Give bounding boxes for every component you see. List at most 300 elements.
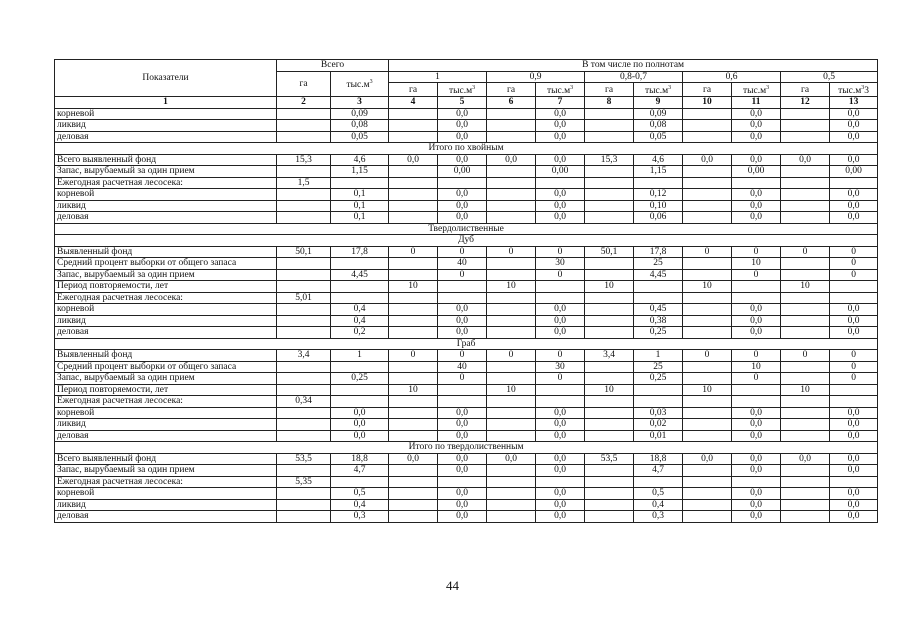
table-cell — [277, 361, 331, 373]
table-cell: 3,4 — [277, 350, 331, 362]
table-cell: 0,0 — [438, 488, 487, 500]
row-label: Выявленный фонд — [55, 246, 277, 258]
table-cell — [683, 407, 732, 419]
table-cell — [781, 361, 830, 373]
table-cell: 0,0 — [683, 453, 732, 465]
table-cell: 1 — [331, 350, 389, 362]
table-cell: 0,0 — [438, 108, 487, 120]
table-cell — [389, 131, 438, 143]
table-cell: 0,0 — [781, 154, 830, 166]
table-cell: 0,0 — [331, 407, 389, 419]
table-cell: 0 — [536, 269, 585, 281]
header-unit-volume: $тыс.м^3$ — [634, 83, 683, 97]
table-cell: 0,0 — [536, 465, 585, 477]
page-number: 44 — [446, 578, 459, 593]
table-row — [55, 384, 878, 396]
table-cell — [389, 407, 438, 419]
table-row — [55, 281, 878, 293]
table-cell: 0,0 — [487, 453, 536, 465]
table-cell: 0,0 — [389, 154, 438, 166]
table-cell: 0,4 — [331, 315, 389, 327]
table-cell — [438, 384, 487, 396]
table-row — [55, 246, 878, 258]
table-cell: 4,7 — [634, 465, 683, 477]
table-cell: 4,45 — [331, 269, 389, 281]
table-cell: 0,5 — [634, 488, 683, 500]
table-cell: 0 — [732, 350, 781, 362]
table-cell: 0,0 — [732, 488, 781, 500]
table-cell: 0,45 — [634, 304, 683, 316]
row-label: Средний процент выборки от общего запаса — [55, 361, 277, 373]
table-cell — [585, 407, 634, 419]
table-cell: 0,0 — [438, 453, 487, 465]
table-cell — [585, 476, 634, 488]
table-cell: 0,0 — [830, 407, 878, 419]
table-row — [55, 189, 878, 201]
table-cell — [830, 281, 878, 293]
table-cell — [277, 166, 331, 178]
table-cell — [536, 476, 585, 488]
table-cell: 0,5 — [331, 488, 389, 500]
section-title: Итого по твердолиственным — [55, 442, 878, 454]
table-cell: 1,5 — [277, 177, 331, 189]
column-number: 12 — [781, 97, 830, 109]
table-cell — [585, 200, 634, 212]
table-cell — [536, 281, 585, 293]
row-label: корневой — [55, 407, 277, 419]
table-cell: 0,0 — [830, 120, 878, 132]
table-cell — [781, 120, 830, 132]
table-cell — [683, 304, 732, 316]
table-cell — [389, 304, 438, 316]
table-cell — [683, 430, 732, 442]
table-cell — [683, 396, 732, 408]
table-cell — [683, 269, 732, 281]
table-cell — [732, 384, 781, 396]
table-cell: 0,0 — [389, 453, 438, 465]
table-cell: 0 — [536, 373, 585, 385]
table-cell: 10 — [781, 281, 830, 293]
table-cell — [830, 476, 878, 488]
table-cell: 0,0 — [830, 465, 878, 477]
table-cell: 0,34 — [277, 396, 331, 408]
table-cell — [781, 407, 830, 419]
table-cell — [732, 476, 781, 488]
table-cell: 0,05 — [331, 131, 389, 143]
table-cell — [585, 488, 634, 500]
table-cell: 10 — [683, 281, 732, 293]
table-cell — [585, 499, 634, 511]
row-label: ликвид — [55, 200, 277, 212]
table-cell: 1,15 — [634, 166, 683, 178]
table-cell — [277, 430, 331, 442]
header-density-06: 0,6 — [683, 71, 781, 83]
table-cell — [683, 258, 732, 270]
table-cell — [389, 212, 438, 224]
table-cell: 0,0 — [536, 212, 585, 224]
table-cell: 0,10 — [634, 200, 683, 212]
table-cell: 0,0 — [536, 189, 585, 201]
table-cell — [331, 292, 389, 304]
table-cell — [585, 177, 634, 189]
table-cell — [389, 465, 438, 477]
section-header-row — [55, 143, 878, 155]
table-cell: 0,0 — [536, 511, 585, 523]
table-cell — [389, 269, 438, 281]
table-cell: 0,0 — [331, 430, 389, 442]
table-cell: 0,0 — [830, 315, 878, 327]
table-row — [55, 419, 878, 431]
table-cell — [683, 292, 732, 304]
table-cell — [585, 465, 634, 477]
table-cell — [487, 327, 536, 339]
table-cell — [487, 120, 536, 132]
table-cell — [585, 304, 634, 316]
column-number: 10 — [683, 97, 732, 109]
table-cell — [683, 361, 732, 373]
table-cell — [389, 108, 438, 120]
table-cell: 0,06 — [634, 212, 683, 224]
table-cell — [277, 384, 331, 396]
table-cell — [438, 281, 487, 293]
table-cell: 0,0 — [438, 212, 487, 224]
table-cell — [781, 258, 830, 270]
table-cell — [389, 258, 438, 270]
table-cell — [487, 373, 536, 385]
table-cell — [683, 200, 732, 212]
row-label: деловая — [55, 430, 277, 442]
table-cell — [781, 511, 830, 523]
header-unit-ha: га — [389, 83, 438, 97]
table-cell: 0,0 — [830, 154, 878, 166]
table-cell: 0,08 — [634, 120, 683, 132]
table-cell: 0,0 — [830, 499, 878, 511]
table-row — [55, 430, 878, 442]
row-label: деловая — [55, 131, 277, 143]
table-cell: 0,0 — [732, 154, 781, 166]
table-cell — [277, 258, 331, 270]
table-cell: 0 — [781, 350, 830, 362]
table-cell — [634, 281, 683, 293]
table-cell — [389, 327, 438, 339]
table-cell — [536, 396, 585, 408]
table-cell — [438, 292, 487, 304]
header-unit-volume: $тыс.м^33$ — [830, 83, 878, 97]
table-cell — [781, 189, 830, 201]
table-row — [55, 315, 878, 327]
table-cell — [585, 108, 634, 120]
column-number: 4 — [389, 97, 438, 109]
table-cell — [389, 499, 438, 511]
table-cell: 25 — [634, 361, 683, 373]
table-cell — [277, 304, 331, 316]
header-by-density: В том числе по полнотам — [389, 60, 878, 72]
column-number: 8 — [585, 97, 634, 109]
table-cell — [585, 189, 634, 201]
header-density-09: 0,9 — [487, 71, 585, 83]
table-cell — [781, 131, 830, 143]
table-cell: 0,0 — [438, 465, 487, 477]
table-cell: 0,0 — [536, 327, 585, 339]
table-cell — [389, 430, 438, 442]
table-cell — [683, 327, 732, 339]
row-label: ликвид — [55, 499, 277, 511]
table-cell: 0,0 — [732, 212, 781, 224]
table-cell — [585, 430, 634, 442]
table-cell — [487, 499, 536, 511]
table-cell: 0 — [732, 373, 781, 385]
table-cell — [487, 108, 536, 120]
table-cell: 4,6 — [634, 154, 683, 166]
table-cell — [277, 315, 331, 327]
table-cell — [389, 292, 438, 304]
table-cell: 0 — [781, 246, 830, 258]
table-cell — [389, 361, 438, 373]
table-row — [55, 361, 878, 373]
row-label: Запас, вырубаемый за один прием — [55, 465, 277, 477]
table-cell: 0,0 — [830, 200, 878, 212]
table-cell: 0,0 — [732, 465, 781, 477]
table-cell: 10 — [487, 384, 536, 396]
table-cell — [585, 361, 634, 373]
table-row — [55, 269, 878, 281]
table-cell: 0,0 — [438, 419, 487, 431]
table-cell — [781, 269, 830, 281]
table-cell — [781, 200, 830, 212]
table-cell — [487, 315, 536, 327]
table-cell: 0,0 — [732, 407, 781, 419]
table-cell — [277, 407, 331, 419]
table-cell: 0,0 — [732, 315, 781, 327]
table-cell: 15,3 — [585, 154, 634, 166]
table-cell — [683, 315, 732, 327]
table-cell: 0,0 — [830, 488, 878, 500]
table-cell: 0,1 — [331, 200, 389, 212]
table-cell — [781, 465, 830, 477]
table-cell — [830, 177, 878, 189]
row-label: Ежегодная расчетная лесосека: — [55, 476, 277, 488]
table-cell — [389, 166, 438, 178]
table-cell: 0,0 — [830, 327, 878, 339]
table-cell: 0,0 — [536, 120, 585, 132]
row-label: Выявленный фонд — [55, 350, 277, 362]
table-cell — [277, 511, 331, 523]
table-cell: 0 — [683, 350, 732, 362]
row-label: Запас, вырубаемый за один прием — [55, 373, 277, 385]
table-cell: 0 — [732, 269, 781, 281]
table-cell — [683, 373, 732, 385]
row-label: деловая — [55, 212, 277, 224]
table-cell — [781, 488, 830, 500]
table-cell — [487, 304, 536, 316]
table-cell — [781, 108, 830, 120]
forest-fund-table — [54, 59, 878, 523]
section-header-row — [55, 338, 878, 350]
table-cell: 0 — [830, 269, 878, 281]
row-label: ликвид — [55, 315, 277, 327]
table-cell: 0,09 — [331, 108, 389, 120]
table-cell — [585, 258, 634, 270]
table-cell — [438, 177, 487, 189]
header-unit-ha: га — [585, 83, 634, 97]
table-cell — [487, 465, 536, 477]
table-cell — [732, 292, 781, 304]
table-cell — [634, 384, 683, 396]
table-cell — [683, 212, 732, 224]
table-cell: 0,0 — [830, 189, 878, 201]
table-cell: 0 — [438, 269, 487, 281]
table-row — [55, 465, 878, 477]
table-cell: 0 — [389, 246, 438, 258]
column-number: 13 — [830, 97, 878, 109]
table-row — [55, 131, 878, 143]
table-cell: 0,0 — [438, 327, 487, 339]
table-cell: 0 — [830, 361, 878, 373]
table-cell: 10 — [732, 258, 781, 270]
table-cell — [487, 476, 536, 488]
table-cell: 0,08 — [331, 120, 389, 132]
header-density-08-07: 0,8-0,7 — [585, 71, 683, 83]
table-cell: 0,0 — [438, 154, 487, 166]
column-number: 11 — [732, 97, 781, 109]
section-title: Дуб — [55, 235, 878, 247]
table-cell: 0,0 — [438, 499, 487, 511]
table-cell: 0,0 — [438, 430, 487, 442]
table-cell — [683, 120, 732, 132]
table-cell — [487, 419, 536, 431]
table-cell — [683, 499, 732, 511]
table-cell — [683, 177, 732, 189]
table-cell — [389, 189, 438, 201]
table-cell — [683, 419, 732, 431]
row-label: Всего выявленный фонд — [55, 154, 277, 166]
table-cell — [732, 177, 781, 189]
table-cell — [331, 361, 389, 373]
table-cell: 10 — [683, 384, 732, 396]
table-cell: 0,0 — [732, 108, 781, 120]
table-row — [55, 488, 878, 500]
table-cell — [781, 499, 830, 511]
header-unit-volume: $тыс.м^3$ — [536, 83, 585, 97]
table-cell — [585, 511, 634, 523]
table-cell — [683, 108, 732, 120]
table-cell — [585, 396, 634, 408]
table-cell — [331, 281, 389, 293]
table-cell — [781, 430, 830, 442]
table-cell — [331, 177, 389, 189]
column-number: 6 — [487, 97, 536, 109]
table-cell: 30 — [536, 361, 585, 373]
row-label: корневой — [55, 488, 277, 500]
table-cell — [487, 269, 536, 281]
table-cell: 25 — [634, 258, 683, 270]
table-row — [55, 212, 878, 224]
table-cell: 10 — [389, 384, 438, 396]
row-label: Запас, вырубаемый за один прием — [55, 269, 277, 281]
table-cell — [487, 407, 536, 419]
table-cell — [277, 465, 331, 477]
table-cell: 0 — [683, 246, 732, 258]
table-row — [55, 154, 878, 166]
table-cell: 0 — [732, 246, 781, 258]
table-cell — [331, 476, 389, 488]
table-cell — [487, 200, 536, 212]
table-cell — [277, 200, 331, 212]
table-cell: 0 — [438, 246, 487, 258]
table-cell — [277, 327, 331, 339]
table-cell: 0,2 — [331, 327, 389, 339]
table-cell: 0,0 — [732, 419, 781, 431]
column-number: 7 — [536, 97, 585, 109]
table-cell: 0 — [487, 246, 536, 258]
table-cell — [487, 430, 536, 442]
table-cell — [389, 396, 438, 408]
row-label: корневой — [55, 108, 277, 120]
table-cell — [830, 396, 878, 408]
table-cell: 0,12 — [634, 189, 683, 201]
table-cell: 0,0 — [732, 131, 781, 143]
table-cell — [536, 384, 585, 396]
table-cell: 0,0 — [683, 154, 732, 166]
table-cell — [389, 511, 438, 523]
table-cell: 17,8 — [331, 246, 389, 258]
table-cell — [683, 465, 732, 477]
table-cell — [389, 488, 438, 500]
table-cell — [634, 292, 683, 304]
row-label: Всего выявленный фонд — [55, 453, 277, 465]
table-row — [55, 396, 878, 408]
table-cell — [487, 361, 536, 373]
table-cell: 10 — [781, 384, 830, 396]
forest-fund-table-sheet — [54, 59, 877, 523]
table-cell: 50,1 — [277, 246, 331, 258]
table-cell: 0 — [830, 350, 878, 362]
header-unit-ha: га — [683, 83, 732, 97]
table-cell — [781, 396, 830, 408]
table-cell: 10 — [389, 281, 438, 293]
table-row — [55, 200, 878, 212]
table-cell: 0,02 — [634, 419, 683, 431]
table-cell — [683, 189, 732, 201]
table-cell: 0,0 — [536, 304, 585, 316]
table-cell: 0,0 — [438, 120, 487, 132]
table-cell: 10 — [732, 361, 781, 373]
table-cell: 0,0 — [438, 407, 487, 419]
table-cell — [389, 476, 438, 488]
table-cell: 0,01 — [634, 430, 683, 442]
table-cell: 0 — [389, 350, 438, 362]
table-cell: 0,0 — [732, 120, 781, 132]
table-cell: 0,0 — [732, 189, 781, 201]
column-number: 2 — [277, 97, 331, 109]
table-cell: 0,0 — [830, 511, 878, 523]
table-cell: 0,0 — [536, 315, 585, 327]
table-cell: 0,0 — [830, 131, 878, 143]
table-cell — [389, 419, 438, 431]
table-cell — [781, 166, 830, 178]
header-indicators: Показатели — [55, 60, 277, 97]
table-cell: 0,00 — [536, 166, 585, 178]
table-cell: 0,0 — [830, 304, 878, 316]
row-label: ликвид — [55, 419, 277, 431]
table-cell — [585, 269, 634, 281]
table-cell — [634, 396, 683, 408]
table-cell — [389, 177, 438, 189]
table-cell: 50,1 — [585, 246, 634, 258]
table-cell: 0 — [830, 246, 878, 258]
table-cell: 0,00 — [732, 166, 781, 178]
table-cell: 0,0 — [732, 499, 781, 511]
